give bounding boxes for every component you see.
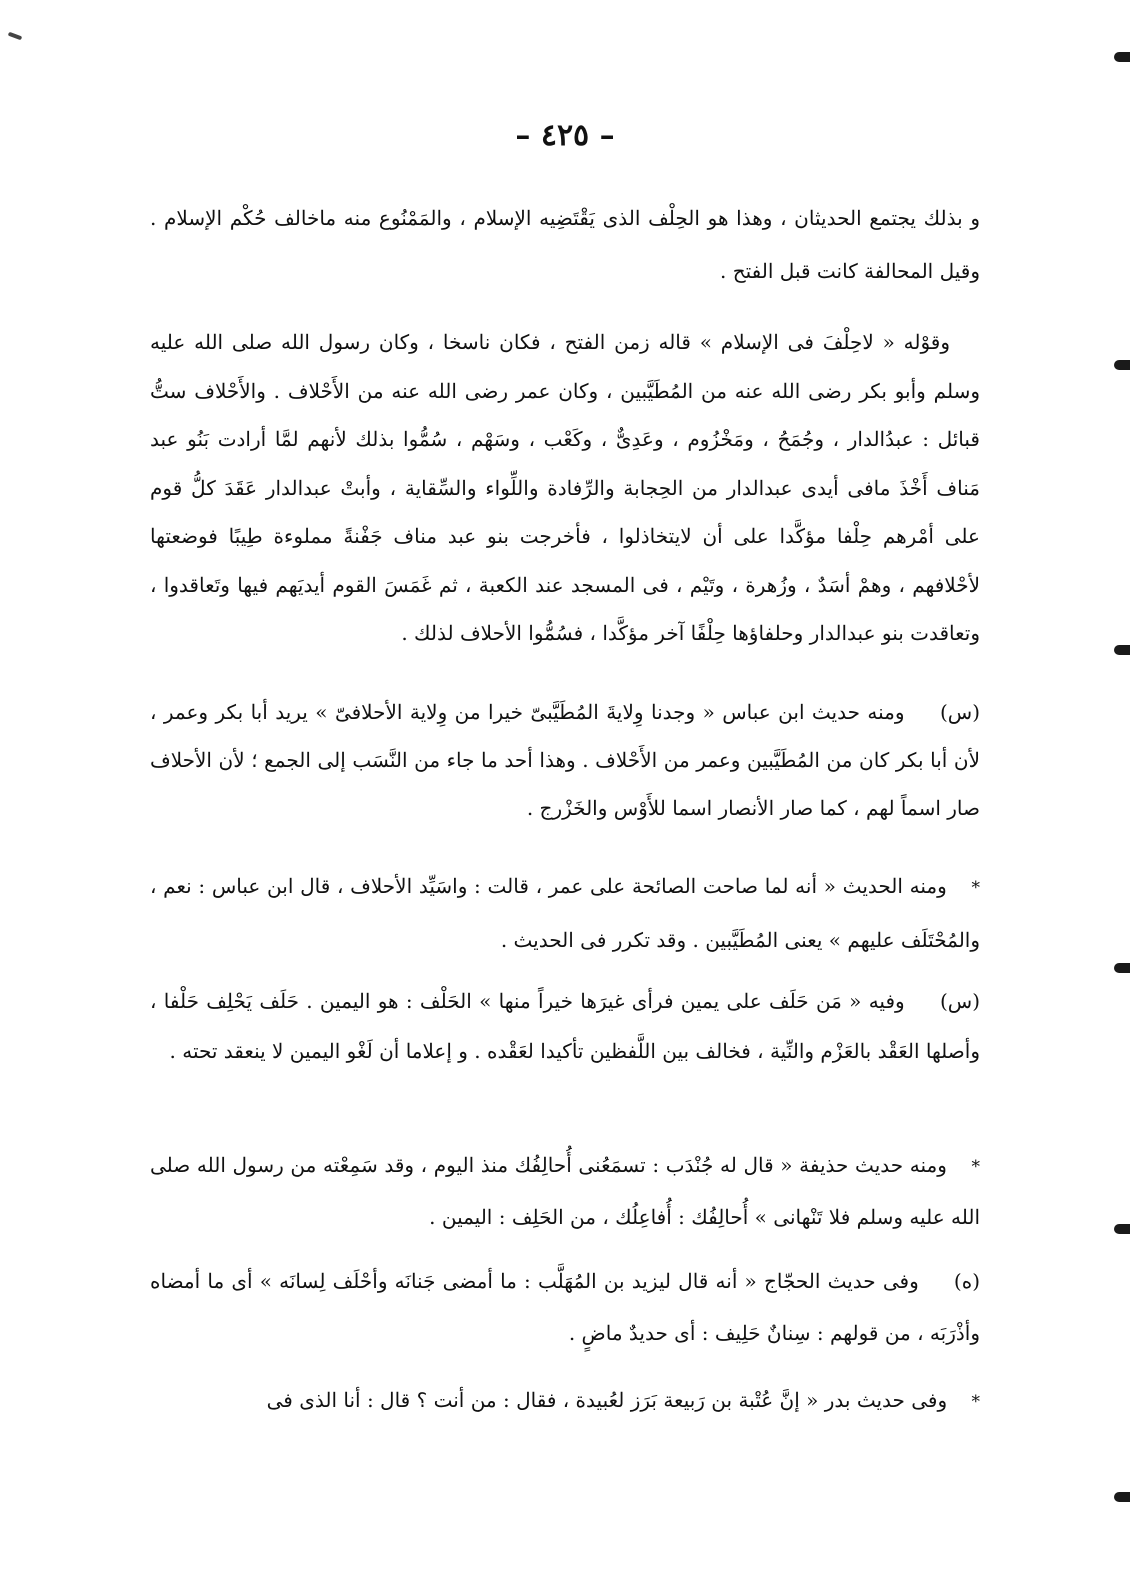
entry-marker: * — [971, 1157, 981, 1177]
paragraph-text: وفى حديث الحجّاج « أنه قال ليزيد بن المُهَلَّب : ما أمضى جَنانَه وأحْلَف لِسانَه » أى ما أمضاه وأذْرَبَه ، من قولهم : سِنانٌ حَلِيف : أى حديدٌ ماضٍ . — [150, 1269, 980, 1345]
entry-marker: * — [971, 878, 980, 898]
source-label: (ه) — [953, 1269, 980, 1293]
paragraph-text: ومنه حديث ابن عباس « وجدنا وِلايةَ المُطَيَّبىّ خيرا من وِلاية الأحلافىّ » يريد أبا بكر وعمر ، لأن أبا بكر كان من المُطَيَّبين وعمر من الأَحْلاف . وهذا أحد ما جاء من النَّسَب إلى الجمع ؛ لأن الأحلاف صار اسماً لهم ، كما صار الأنصار اسما للأَوْس والخَزْرج . — [150, 700, 980, 820]
paragraph — [150, 688, 980, 832]
paragraph — [150, 1140, 980, 1240]
paragraph-text: و بذلك يجتمع الحديثان ، وهذا هو الحِلْف الذى يَقْتَضِيه الإسلام ، والمَمْنُوع منه ماخالف حُكْم الإسلام . وقيل المحالفة كانت قبل الفتح . — [150, 206, 980, 283]
margin-mark — [1114, 52, 1130, 62]
scan-speck — [8, 32, 23, 41]
margin-mark — [1114, 963, 1130, 973]
margin-mark — [1114, 360, 1130, 370]
paragraph — [150, 192, 980, 298]
page-number: – ٤٢٥ – — [515, 118, 615, 153]
paragraph-text: وقوْله « لاحِلْفَ فى الإسلام » قاله زمن الفتح ، فكان ناسخا ، وكان رسول الله صلى الله عليه وسلم وأبو بكر رضى الله عنه من المُطَيَّبين ، وكان عمر رضى الله عنه من الأَحْلاف . والأَحْلاف ستُّ قبائل : عبدُالدار ، وجُمَحُ ، ومَخْزُوم ، وعَدِىٌّ ، وكَعْب ، وسَهْم ، سُمُّوا بذلك لأنهم لمَّا أرادت بَنُو عبد مَناف أَخْذَ مافى أيدى عبدالدار من الحِجابة والرِّفادة واللِّواء والسِّقاية ، وأبتْ عبدالدار عَقَدَ كلُّ قوم على أمْرهم حِلْفا مؤكَّدا على أن لايتخاذلوا ، فأخرجت بنو عبد مناف جَفْنةً مملوءة طِيبًا فوضعتها لأحْلافهم ، وهمْ أسَدٌ ، وزُهرة ، وتَيْم ، فى المسجد عند الكعبة ، ثم غَمَسَ القوم أيديَهم فيها وتَعاقدوا ، وتعاقدت بنو عبدالدار وحلفاؤها حِلْفًا آخر مؤكَّدا ، فسُمُّوا الأحلاف لذلك . — [150, 330, 980, 645]
paragraph — [150, 318, 980, 658]
entry-marker: * — [971, 1392, 980, 1412]
paragraph — [150, 1255, 980, 1359]
paragraph-text: وفى حديث بدر « إنَّ عُتْبة بن رَبيعة بَرَز لعُبيدة ، فقال : من أنت ؟ قال : أنا الذى فى — [266, 1388, 948, 1412]
margin-mark — [1114, 1224, 1130, 1234]
source-label: (س) — [939, 700, 981, 724]
paragraph — [150, 976, 980, 1126]
paragraph-text: ومنه الحديث « أنه لما صاحت الصائحة على عمر ، قالت : واسَيِّد الأحلاف ، قال ابن عباس : نعم ، والمُحْتَلَف عليهم » يعنى المُطَيَّبين . وقد تكرر فى الحديث . — [150, 874, 980, 952]
source-label: (س) — [939, 989, 981, 1013]
paragraph — [150, 860, 980, 964]
paragraph-text: وفيه « مَن حَلَف على يمين فرأى غيرَها خيراً منها » الحَلْف : هو اليمين . حَلَف يَحْلِف حَلْفا ، وأصلها العَقْد بالعَزْم والنِّية ، فخالف بين اللَّفظين تأكيدا لعَقْده . و إعلاما أن لَغْو اليمين لا ينعقد تحته . — [150, 989, 980, 1063]
paragraph-text: ومنه حديث حذيفة « قال له جُنْدَب : تسمَعُنى أُحالِفُك منذ اليوم ، وقد سَمِعْته من رسول الله صلى الله عليه وسلم فلا تَنْهانى » أُحالِفُك : أُفاعِلُك ، من الحَلِف : اليمين . — [150, 1153, 980, 1229]
margin-mark — [1114, 1492, 1130, 1502]
paragraph — [150, 1372, 980, 1428]
margin-mark — [1114, 645, 1130, 655]
